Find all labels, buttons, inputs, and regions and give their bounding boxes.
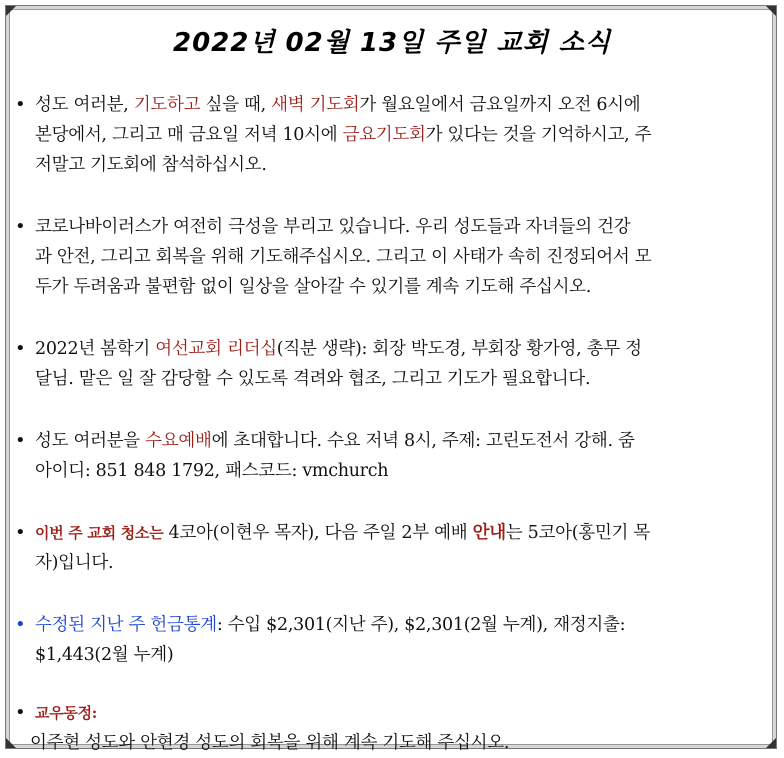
list-item: • 이번 주 교회 청소는 4코아(이현우 목자), 다음 주일 2부 예배 안내는 5코아(홍민기 목 자)입니다. (10, 518, 762, 578)
list-item (10, 698, 762, 728)
corner-ornament (6, 6, 16, 16)
highlight-text: 수정된 지난 주 헌금통계 (35, 615, 217, 635)
list-item-text: 이주현 성도와 안현경 성도의 회복을 위해 계속 기도해 주십시오. (30, 733, 510, 753)
corner-ornament (766, 738, 776, 748)
page-title: 2022년 02월 13일 주일 교회 소식 (172, 28, 612, 58)
highlight-text: 기도하고 (133, 95, 201, 115)
highlight-text: 새벽 기도회 (271, 95, 360, 115)
spacer (10, 486, 762, 518)
news-list (10, 90, 762, 758)
bullet-icon: • (15, 430, 26, 451)
spacer (10, 180, 762, 212)
bullet-icon: • (15, 702, 26, 723)
bullet-icon: • (15, 522, 26, 543)
highlight-text: 안내 (472, 523, 506, 543)
highlight-text: 여선교회 리더십 (155, 339, 277, 359)
list-item: • 코로나바이러스가 여전히 극성을 부리고 있습니다. 우리 성도들과 자녀들의 건강 과 안전, 그리고 회복을 위해 기도해주십시오. 그리고 이 사태가 속히 진정되어서 모 두가 두려움과 불편함 없이 일상을 살아갈 수 있기를 계속 기도해 주십시오. (10, 212, 762, 302)
highlight-text: 교우동정: (35, 704, 97, 722)
spacer (10, 394, 762, 426)
bullet-icon: • (15, 216, 26, 237)
list-item: • 성도 여러분을 수요예배에 초대합니다. 수요 저녁 8시, 주제: 고린도전서 강해. 줌 아이디: 851 848 1792, 패스코드: vmchurch (10, 426, 762, 486)
corner-ornament (766, 6, 776, 16)
spacer (10, 578, 762, 610)
bullet-icon: • (15, 614, 26, 635)
highlight-text: 수요예배 (145, 431, 212, 451)
list-item: • 성도 여러분, 기도하고 싶을 때, 새벽 기도회가 월요일에서 금요일까지 오전 6시에 본당에서, 그리고 매 금요일 저녁 10시에 금요기도회가 있다는 것을 기억하시고, 주 저말고 기도회에 참석하십시오. (10, 90, 762, 180)
bullet-icon: • (15, 94, 26, 115)
bullet-icon: • (15, 338, 26, 359)
highlight-text: 금요기도회 (342, 125, 426, 145)
list-item: • 수정된 지난 주 헌금통계: 수입 $2,301(지난 주), $2,301(2월 누계), 재정지출: $1,443(2월 누계) (10, 610, 762, 670)
highlight-text: 이번 주 교회 청소는 (35, 524, 164, 542)
spacer (10, 670, 762, 698)
spacer (10, 302, 762, 334)
list-item: • 2022년 봄학기 여선교회 리더십(직분 생략): 회장 박도경, 부회장 황가영, 총무 정 달님. 맡은 일 잘 감당할 수 있도록 격려와 협조, 그리고 기도가 필요합니다. (10, 334, 762, 394)
